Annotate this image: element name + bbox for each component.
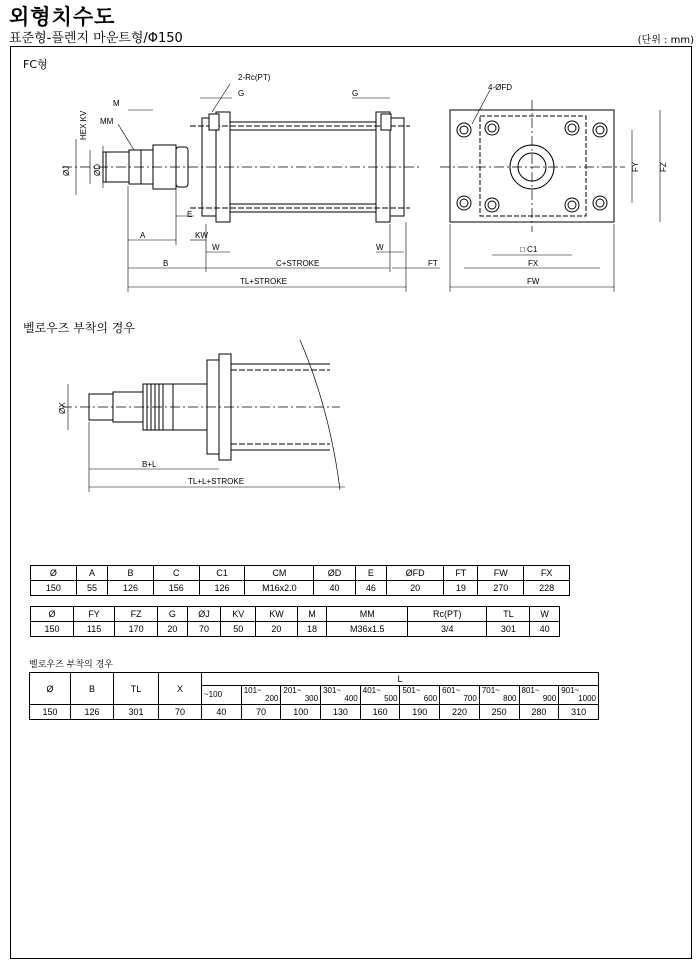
dim-phi-j: ØJ xyxy=(62,165,71,176)
table-header-cell: Ø xyxy=(30,673,71,705)
dim-tl-l-stroke: TL+L+STROKE xyxy=(188,477,245,486)
table-cell: 301 xyxy=(114,705,159,720)
table-cell: 160 xyxy=(360,705,400,720)
spec-table-1 xyxy=(30,565,570,596)
table-header-cell: L xyxy=(202,673,599,686)
dim-fy: FY xyxy=(631,161,640,172)
dim-c1: □ C1 xyxy=(520,245,538,254)
table-header-cell: KW xyxy=(256,607,298,622)
table-header-cell: C1 xyxy=(199,566,245,581)
table-cell: 40 xyxy=(530,622,560,637)
table-header-cell: FX xyxy=(524,566,570,581)
table-header-cell: M xyxy=(297,607,327,622)
table-cell: 130 xyxy=(321,705,361,720)
table-cell: 150 xyxy=(31,581,77,596)
table-header-cell: B xyxy=(108,566,154,581)
dim-b-l: B+L xyxy=(142,460,157,469)
table-range-cell: 401~ 500 xyxy=(360,686,400,705)
table-cell: 70 xyxy=(187,622,221,637)
dim-fz: FZ xyxy=(659,162,668,172)
bellows-table-label: 벨로우즈 부착의 경우 xyxy=(29,660,113,670)
table-header-cell: Ø xyxy=(31,607,74,622)
fc-side-view-drawing xyxy=(0,0,700,300)
table-range-cell: 901~ 1000 xyxy=(559,686,599,705)
table-range-cell: 101~ 200 xyxy=(241,686,281,705)
unit-label: (단위 : mm) xyxy=(637,35,694,46)
table-cell: 55 xyxy=(76,581,107,596)
table-range-cell: ~100 xyxy=(202,686,242,705)
table-cell: 40 xyxy=(202,705,242,720)
fc-section-label: FC형 xyxy=(23,58,48,71)
table-header-cell: TL xyxy=(487,607,530,622)
table-cell: 20 xyxy=(256,622,298,637)
dim-w-front: W xyxy=(212,243,220,252)
table-range-cell: 301~ 400 xyxy=(321,686,361,705)
table-cell: 46 xyxy=(355,581,386,596)
dim-phi-x: ØX xyxy=(58,402,67,414)
table-cell: 310 xyxy=(559,705,599,720)
table-cell: 19 xyxy=(444,581,478,596)
table-header-cell: CM xyxy=(245,566,314,581)
dim-kw: KW xyxy=(195,231,208,240)
dim-ft: FT xyxy=(428,259,438,268)
table-range-cell: 601~ 700 xyxy=(440,686,480,705)
table-header-cell: FY xyxy=(73,607,114,622)
table-header-cell: KV xyxy=(221,607,256,622)
dim-holes: 4-ØFD xyxy=(488,83,512,92)
table-range-cell: 701~ 800 xyxy=(479,686,519,705)
table-header-cell: G xyxy=(158,607,188,622)
dim-tl-stroke: TL+STROKE xyxy=(240,277,287,286)
bellows-drawing xyxy=(0,330,700,500)
dim-hex-kv: HEX KV xyxy=(79,110,88,140)
table-header-cell: Rc(PT) xyxy=(408,607,487,622)
table-cell: 40 xyxy=(314,581,355,596)
table-header-cell: A xyxy=(76,566,107,581)
table-header-cell: B xyxy=(71,673,114,705)
table-cell: 126 xyxy=(199,581,245,596)
table-cell: 228 xyxy=(524,581,570,596)
table-cell: 20 xyxy=(387,581,444,596)
table-row xyxy=(31,622,560,637)
table-header-cell: X xyxy=(159,673,202,705)
dim-m: M xyxy=(113,99,120,108)
table-range-cell: 801~ 900 xyxy=(519,686,559,705)
dim-g-front: G xyxy=(238,89,245,98)
table-cell: 270 xyxy=(478,581,524,596)
table-row xyxy=(31,566,570,581)
table-header-cell: ØJ xyxy=(187,607,221,622)
table-header-cell: FT xyxy=(444,566,478,581)
dim-mm: MM xyxy=(100,117,114,126)
table-header-cell: C xyxy=(153,566,199,581)
table-cell: M16x2.0 xyxy=(245,581,314,596)
table-cell: 170 xyxy=(115,622,158,637)
table-row xyxy=(31,581,570,596)
table-cell: 20 xyxy=(158,622,188,637)
table-cell: 3/4 xyxy=(408,622,487,637)
table-cell: 156 xyxy=(153,581,199,596)
table-header-cell: MM xyxy=(327,607,408,622)
table-cell: 70 xyxy=(159,705,202,720)
table-cell: 100 xyxy=(281,705,321,720)
dim-port: 2-Rc(PT) xyxy=(238,73,271,82)
page-title: 외형치수도 xyxy=(9,5,116,29)
table-cell: 301 xyxy=(487,622,530,637)
spec-table-2 xyxy=(30,606,560,637)
dim-a: A xyxy=(140,231,146,240)
table-header-cell: ØD xyxy=(314,566,355,581)
dim-phi-d: ØD xyxy=(93,164,102,176)
table-cell: 150 xyxy=(31,622,74,637)
spec-table-bellows xyxy=(29,672,599,720)
table-cell: 115 xyxy=(73,622,114,637)
dim-fw: FW xyxy=(527,277,540,286)
dim-g-rear: G xyxy=(352,89,359,98)
dim-c-stroke: C+STROKE xyxy=(276,259,320,268)
table-row xyxy=(31,607,560,622)
table-header-cell: ØFD xyxy=(387,566,444,581)
table-cell: 280 xyxy=(519,705,559,720)
table-cell: 70 xyxy=(241,705,281,720)
dim-w-rear: W xyxy=(376,243,384,252)
table-range-cell: 501~ 600 xyxy=(400,686,440,705)
table-cell: 150 xyxy=(30,705,71,720)
table-row xyxy=(30,673,599,686)
table-cell: 18 xyxy=(297,622,327,637)
table-header-cell: Ø xyxy=(31,566,77,581)
page-subtitle: 표준형-플렌지 마운트형/Φ150 xyxy=(9,31,183,46)
table-header-cell: E xyxy=(355,566,386,581)
table-header-cell: FZ xyxy=(115,607,158,622)
table-cell: 50 xyxy=(221,622,256,637)
bellows-section-label: 벨로우즈 부착의 경우 xyxy=(23,321,135,335)
table-header-cell: TL xyxy=(114,673,159,705)
table-cell: 190 xyxy=(400,705,440,720)
table-cell: 126 xyxy=(71,705,114,720)
table-range-cell: 201~ 300 xyxy=(281,686,321,705)
table-cell: 220 xyxy=(440,705,480,720)
table-header-cell: FW xyxy=(478,566,524,581)
table-cell: M36x1.5 xyxy=(327,622,408,637)
table-header-cell: W xyxy=(530,607,560,622)
table-cell: 126 xyxy=(108,581,154,596)
table-row xyxy=(30,705,599,720)
dim-b: B xyxy=(163,259,169,268)
dim-fx: FX xyxy=(528,259,539,268)
dim-e: E xyxy=(187,210,193,219)
table-cell: 250 xyxy=(479,705,519,720)
